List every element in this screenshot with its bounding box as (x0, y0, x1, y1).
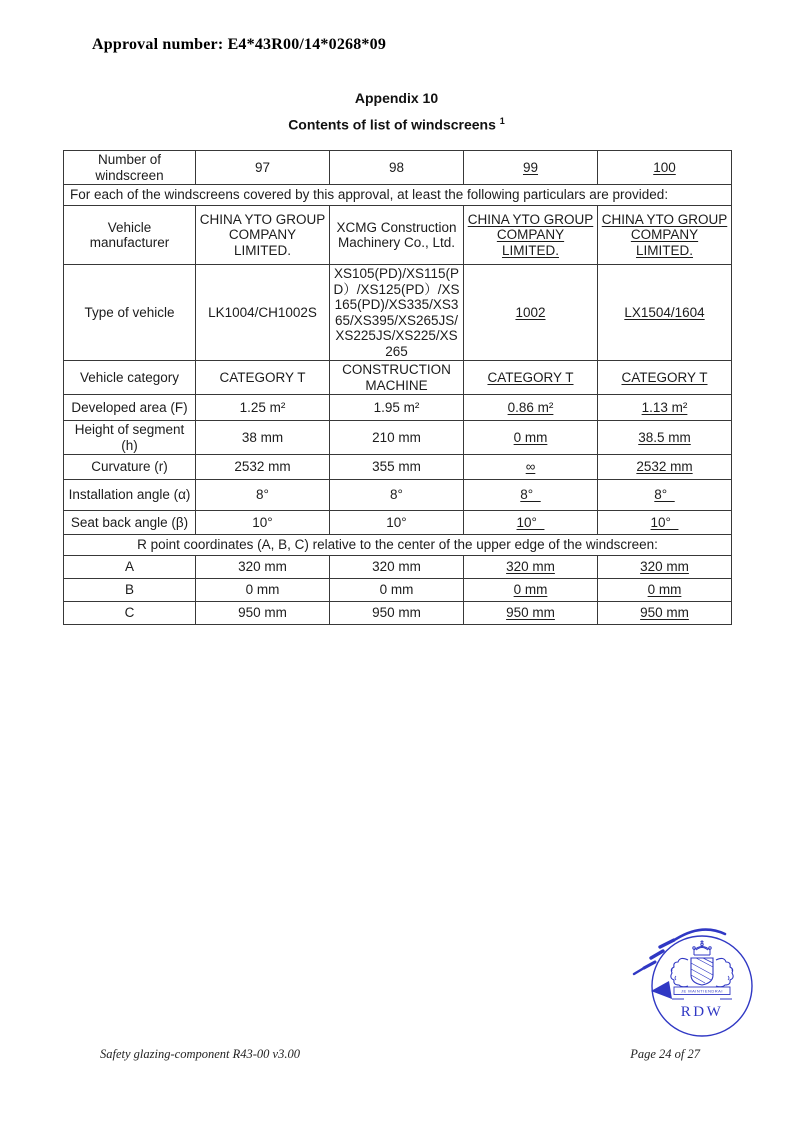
value-cell: 2532 mm (598, 455, 732, 480)
value-cell: XS105(PD)/XS115(PD）/XS125(PD）/XS165(PD)/XS335/XS365/XS395/XS265JS/XS225JS/XS225/XS265 (330, 265, 464, 361)
value-cell: 97 (196, 151, 330, 185)
table-row (64, 395, 732, 421)
row-label-cell: Type of vehicle (64, 265, 196, 361)
row-label-cell: A (64, 556, 196, 579)
windscreen-table-body (64, 151, 732, 625)
footer-document-version: Safety glazing-component R43-00 v3.00 (100, 1047, 300, 1061)
table-row (64, 421, 732, 455)
value-cell: 1.13 m² (598, 395, 732, 421)
page-footer (100, 1047, 700, 1062)
approval-number: Approval number: E4*43R00/14*0268*09 (92, 36, 387, 53)
value-cell: CHINA YTO GROUP COMPANY LIMITED. (598, 206, 732, 265)
value-cell: 320 mm (598, 556, 732, 579)
table-row (64, 556, 732, 579)
value-cell: 38.5 mm (598, 421, 732, 455)
value-cell: 100 (598, 151, 732, 185)
stamp-motto: JE MAINTIENDRAI (681, 988, 723, 994)
table-row (64, 579, 732, 602)
table-row (64, 535, 732, 556)
value-cell: 10° (464, 511, 598, 535)
value-cell: ∞ (464, 455, 598, 480)
row-label-cell: Height of segment (h) (64, 421, 196, 455)
value-cell: 8° (196, 480, 330, 511)
value-cell: CATEGORY T (464, 361, 598, 395)
signature-wedge (651, 981, 672, 999)
table-row (64, 511, 732, 535)
value-cell: 0 mm (598, 579, 732, 602)
row-label-cell: Developed area (F) (64, 395, 196, 421)
value-cell: 210 mm (330, 421, 464, 455)
row-label-cell: Vehicle manufacturer (64, 206, 196, 265)
value-cell: 950 mm (598, 602, 732, 625)
rdw-approval-stamp (622, 918, 762, 1048)
table-row (64, 602, 732, 625)
value-cell: 10° (598, 511, 732, 535)
windscreen-table (63, 150, 732, 625)
table-row (64, 206, 732, 265)
value-cell: 355 mm (330, 455, 464, 480)
row-label-cell: Installation angle (α) (64, 480, 196, 511)
row-label-cell: Number of windscreen (64, 151, 196, 185)
row-label-cell: Seat back angle (β) (64, 511, 196, 535)
row-label-cell: C (64, 602, 196, 625)
value-cell: 0 mm (464, 421, 598, 455)
footnote-reference: 1 (499, 116, 505, 126)
value-cell: 320 mm (196, 556, 330, 579)
value-cell: 10° (330, 511, 464, 535)
rdw-stamp-icon (622, 918, 762, 1048)
value-cell: CHINA YTO GROUP COMPANY LIMITED. (196, 206, 330, 265)
value-cell: XCMG Construction Machinery Co., Ltd. (330, 206, 464, 265)
value-cell: CATEGORY T (196, 361, 330, 395)
table-span-cell: For each of the windscreens covered by this approval, at least the following particulars are provided: (64, 185, 732, 206)
row-label-cell: Vehicle category (64, 361, 196, 395)
contents-title (0, 116, 793, 133)
value-cell: LK1004/CH1002S (196, 265, 330, 361)
value-cell: 1.25 m² (196, 395, 330, 421)
value-cell: LX1504/1604 (598, 265, 732, 361)
value-cell: CATEGORY T (598, 361, 732, 395)
value-cell: 950 mm (196, 602, 330, 625)
contents-title-text: Contents of list of windscreens (288, 116, 496, 133)
value-cell: 950 mm (464, 602, 598, 625)
stamp-org-label: RDW (680, 1004, 724, 1020)
value-cell: 8° (330, 480, 464, 511)
value-cell: 1.95 m² (330, 395, 464, 421)
table-row (64, 265, 732, 361)
table-row (64, 455, 732, 480)
value-cell: 0 mm (330, 579, 464, 602)
value-cell: 8° (464, 480, 598, 511)
value-cell: 0 mm (196, 579, 330, 602)
value-cell: 8° (598, 480, 732, 511)
value-cell: 99 (464, 151, 598, 185)
value-cell: 0 mm (464, 579, 598, 602)
row-label-cell: B (64, 579, 196, 602)
table-span-cell: R point coordinates (A, B, C) relative to the center of the upper edge of the windscreen: (64, 535, 732, 556)
value-cell: CHINA YTO GROUP COMPANY LIMITED. (464, 206, 598, 265)
value-cell: 38 mm (196, 421, 330, 455)
value-cell: 10° (196, 511, 330, 535)
table-row (64, 480, 732, 511)
table-row (64, 361, 732, 395)
value-cell: 950 mm (330, 602, 464, 625)
footer-page-number: Page 24 of 27 (630, 1047, 700, 1061)
value-cell: 320 mm (330, 556, 464, 579)
value-cell: 98 (330, 151, 464, 185)
table-row (64, 185, 732, 206)
value-cell: 1002 (464, 265, 598, 361)
value-cell: 0.86 m² (464, 395, 598, 421)
value-cell: 2532 mm (196, 455, 330, 480)
table-row (64, 151, 732, 185)
row-label-cell: Curvature (r) (64, 455, 196, 480)
appendix-title: Appendix 10 (354, 90, 439, 106)
value-cell: CONSTRUCTION MACHINE (330, 361, 464, 395)
value-cell: 320 mm (464, 556, 598, 579)
